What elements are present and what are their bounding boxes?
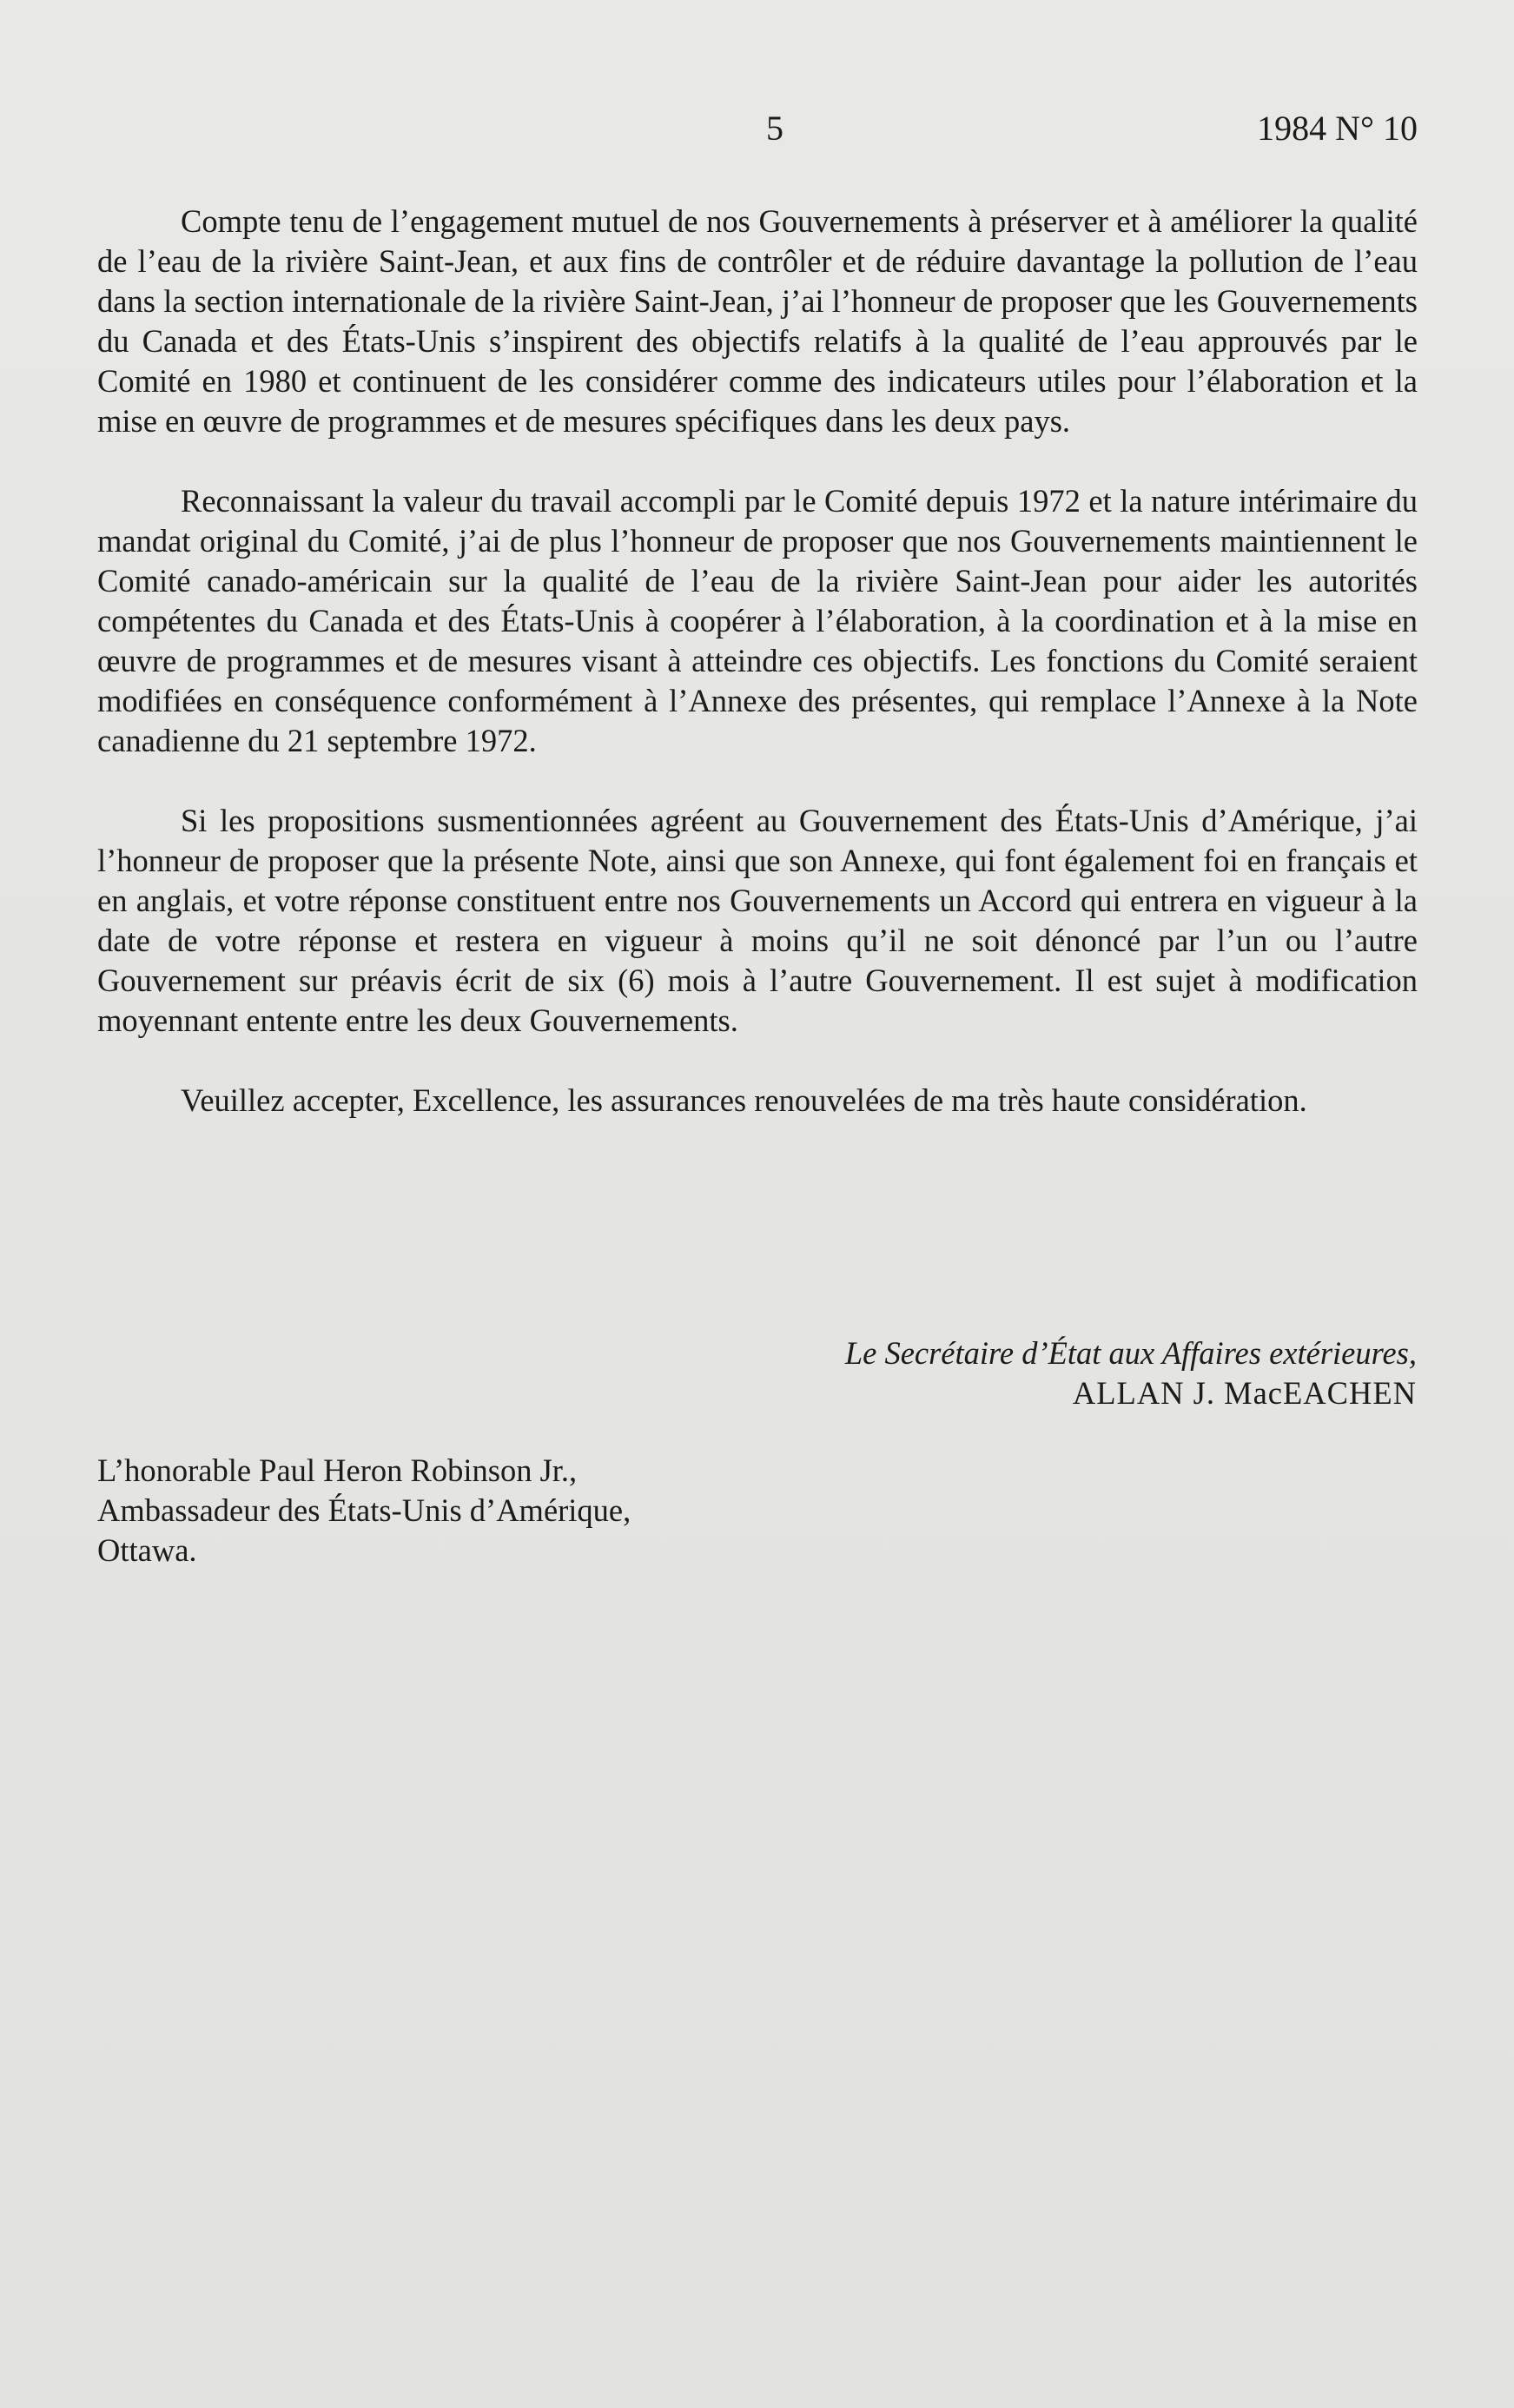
paragraph-agreement-terms: Si les propositions susmentionnées agréent au Gouvernement des États-Unis d’Amérique, j’ai l’honneur de proposer que la présente Note, ainsi que son Annexe, qui font également foi en français et en anglais, et votre réponse constituent entre nos Gouvernements un Accord qui entrera en vigueur à la date de votre réponse et restera en vigueur à moins qu’il ne soit dénoncé par l’un ou l’autre Gouvernement sur préavis écrit de six (6) mois à l’autre Gouvernement. Il est sujet à modification moyennant entente entre les deux Gouvernements. [97,803,1418,1038]
paragraph-water-quality-objectives: Compte tenu de l’engagement mutuel de nos Gouvernements à préserver et à améliorer la qualité de l’eau de la rivière Saint-Jean, et aux fins de contrôler et de réduire davantage la pollution de l’eau dans la section internationale de la rivière Saint-Jean, j’ai l’honneur de proposer que les Gouvernements du Canada et des États-Unis s’inspirent des objectifs relatifs à la qualité de l’eau approuvés par le Comité en 1980 et continuent de les considérer comme des indicateurs utiles pour l’élaboration et la mise en œuvre de programmes et de mesures spécifiques dans les deux pays. [97,203,1418,439]
addressee-block [97,1451,879,1571]
signatory-title: Le Secrétaire d’État aux Affaires extérieures, [844,1335,1417,1371]
addressee-name: L’honorable Paul Heron Robinson Jr., [97,1452,578,1488]
addressee-city: Ottawa. [97,1532,197,1568]
addressee-title: Ambassadeur des États-Unis d’Amérique, [97,1492,631,1528]
paragraph-committee-mandate: Reconnaissant la valeur du travail accompli par le Comité depuis 1972 et la nature intérimaire du mandat original du Comité, j’ai de plus l’honneur de proposer que nos Gouvernements maintiennent le Comité canado-américain sur la qualité de l’eau de la rivière Saint-Jean pour aider les autorités compétentes du Canada et des États-Unis à coopérer à l’élaboration, à la coordination et à la mise en œuvre de programmes et de mesures visant à atteindre ces objectifs. Les fonctions du Comité seraient modifiées en conséquence conformément à l’Annexe des présentes, qui remplace l’Annexe à la Note canadienne du 21 septembre 1972. [97,483,1418,758]
page-number: 5 [766,109,783,148]
page-header [97,103,1418,155]
closing-formula: Veuillez accepter, Excellence, les assurances renouvelées de ma très haute considération. [181,1082,1307,1118]
signature-block [635,1333,1417,1413]
document-reference: 1984 N° 10 [1257,109,1418,148]
letter-body [97,202,1418,1161]
signatory-name: ALLAN J. MacEACHEN [1072,1375,1417,1411]
